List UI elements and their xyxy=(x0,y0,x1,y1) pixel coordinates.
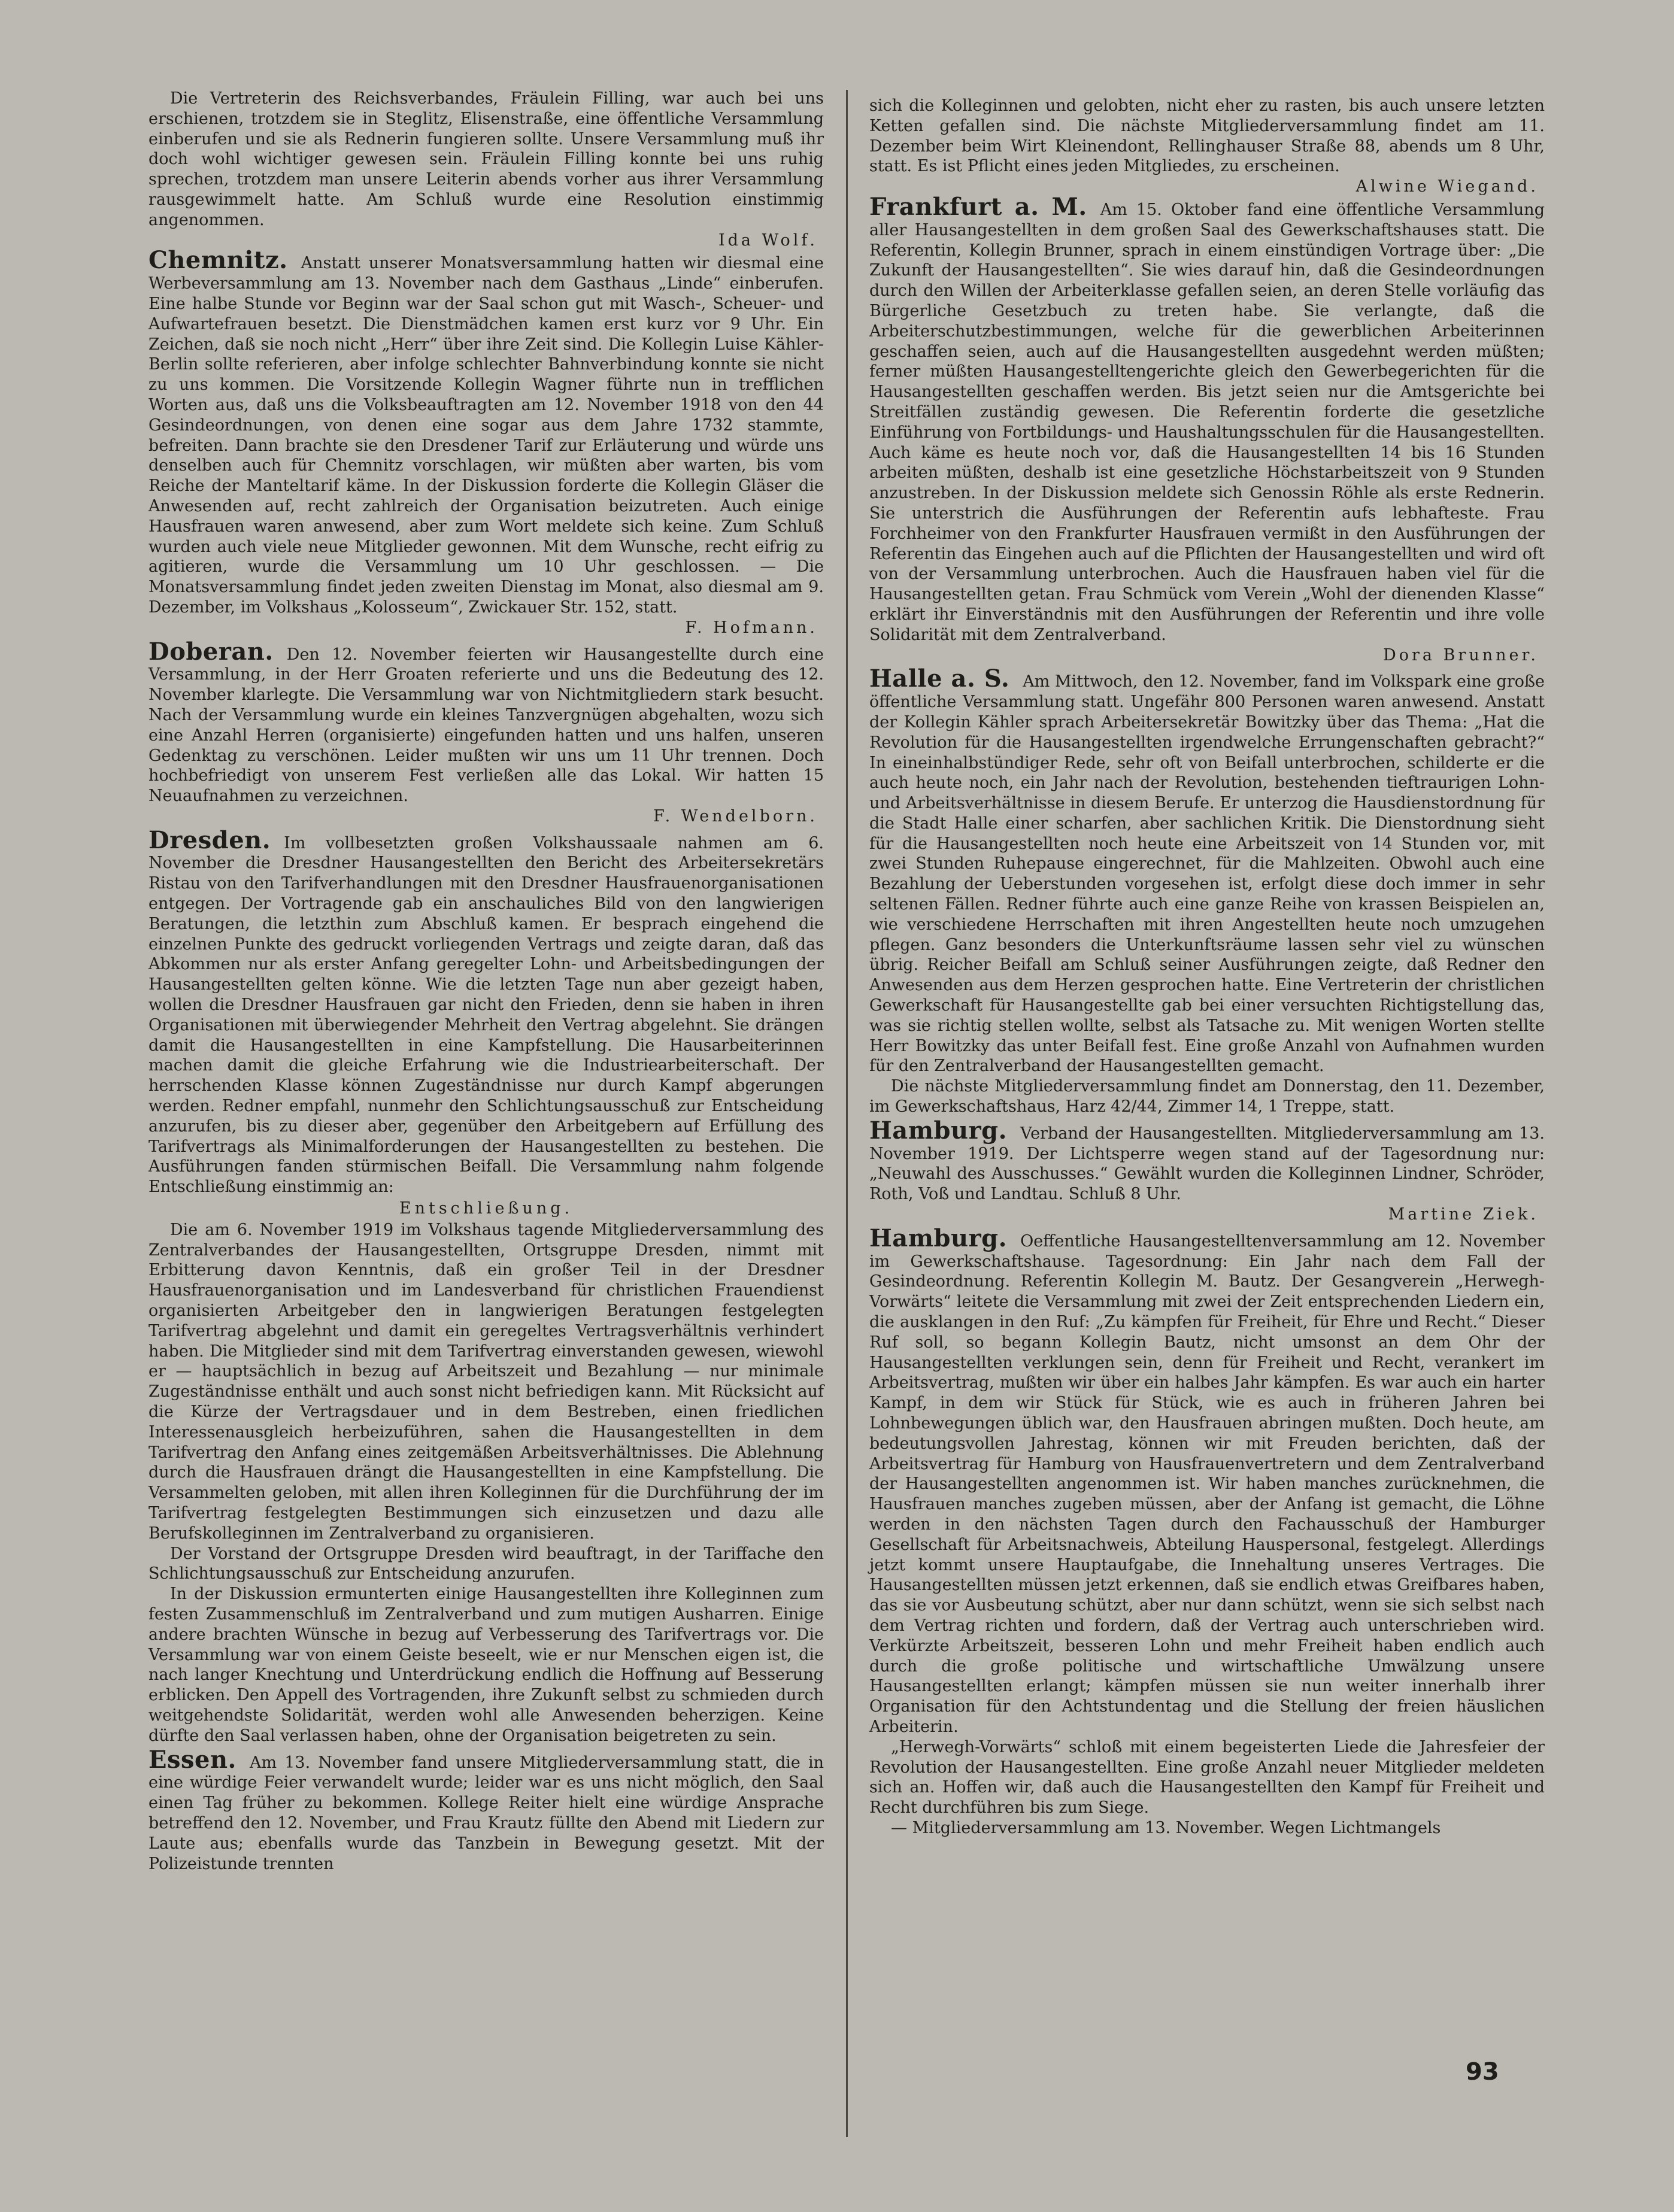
article-halle-text-2: Die nächste Mitgliederversammlung findet am Donnerstag, den 11. Dezember, im Gewerkschaftshaus, Harz 42/44, Zimmer 14, 1 Treppe, statt. xyxy=(869,1077,1545,1116)
article-chemnitz xyxy=(148,246,824,638)
article-hamburg-2 xyxy=(869,1224,1545,1838)
city-heading-hamburg-2: Hamburg. xyxy=(869,1224,1008,1252)
article-doberan-text: Den 12. November feierten wir Hausangestellte durch eine Versammlung, in der Herr Groaten referierte und uns die Bedeutung des 12. November klarlegte. Die Versammlung war von Nichtmitgliedern stark besucht. Nach der Versammlung wurde ein kleines Tanzvergnügen abgehalten, wozu sich eine Anzahl Herren (organisierte) eingefunden hatten und uns halfen, unseren Gedenktag zu verschönen. Leider mußten wir uns um 11 Uhr trennen. Doch hochbefriedigt von unserem Fest verließen alle das Lokal. Wir hatten 15 Neuaufnahmen zu verzeichnen. xyxy=(148,645,824,806)
article-halle xyxy=(869,664,1545,1117)
signature-frankfurt: Dora Brunner. xyxy=(1383,645,1539,664)
article-hamburg-2-text-3: — Mitgliederversammlung am 13. November. Wegen Lichtmangels xyxy=(891,1818,1441,1837)
continuation-signature: Alwine Wiegand. xyxy=(1355,177,1539,196)
article-hamburg-1-text: Verband der Hausangestellten. Mitgliederversammlung am 13. November 1919. Der Lichtsperre wegen stand auf der Tagesordnung nur: „Neuwahl des Ausschusses.“ Gewählt wurden die Kolleginnen Lindner, Schröder, Roth, Voß und Landtau. Schluß 8 Uhr. xyxy=(869,1124,1545,1204)
resolution-text: Die am 6. November 1919 im Volkshaus tagende Mitgliederversammlung des Zentralverbandes der Hausangestellten, Ortsgruppe Dresden, nimmt mit Erbitterung davon Kenntnis, daß ein großer Teil in der Dresdner Hausfrauenorganisation und im Landesverband für christlichen Frauendienst organisierten Arbeitgeber den in langwierigen Beratungen festgelegten Tarifvertrag abgelehnt und damit ein geregeltes Vertragsverhältnis verhindert haben. Die Mitglieder sind mit dem Tarifvertrag einverstanden gewesen, wiewohl er — hauptsächlich in bezug auf Arbeitszeit und Bezahlung — nur minimale Zugeständnisse enthält und auch sonst nicht befriedigen kann. Mit Rücksicht auf die Kürze der Vertragsdauer und in dem Bestreben, einen friedlichen Interessenausgleich herbeizuführen, sahen die Hausangestellten in dem Tarifvertrag den Anfang eines zeitgemäßen Arbeitsverhältnisses. Die Ablehnung durch die Hausfrauen drängt die Hausangestellten in eine Kampfstellung. Die Versammelten geloben, mit allen ihren Kolleginnen für die Durchführung der im Tarifvertrag festgelegten Bestimmungen sich einzusetzen und dazu alle Berufskolleginnen im Zentralverband zu organisieren. xyxy=(148,1220,824,1543)
resolution-heading: Entschließung. xyxy=(399,1199,574,1218)
article-hamburg-2-text: Oeffentliche Hausangestelltenversammlung am 12. November im Gewerkschaftshause. Tagesordnung: Ein Jahr nach dem Fall der Gesindeordnung. Referentin Kollegin M. Bautz. Der Gesangverein „Herwegh-Vorwärts“ leitete die Versammlung mit zwei der Zeit entsprechenden Liedern ein, die ausklangen in den Ruf: „Zu kämpfen für Freiheit, für Ehre und Recht.“ Dieser Ruf soll, so begann Kollegin Bautz, nicht umsonst an dem Ohr der Hausangestellten verklungen sein, denn für Freiheit und Recht, verankert im Arbeitsvertrag, mußten wir über ein halbes Jahr kämpfen. Es war auch ein harter Kampf, in dem wir Stück für Stück, wie es auch in früheren Jahren bei Lohnbewegungen üblich war, den Hausfrauen abringen mußten. Doch heute, am bedeutungsvollen Jahrestag, können wir mit Freuden berichten, daß der Arbeitsvertrag für Hamburg von Hausfrauenvertretern und dem Zentralverband der Hausangestellten angenommen ist. Wir haben manches zurücknehmen, die Hausfrauen manches zugeben müssen, aber der Anfang ist gemacht, die Löhne werden in den nächsten Tagen durch den Fachausschuß der Hamburger Gesellschaft für Arbeitsnachweis, Abteilung Hauspersonal, festgelegt. Allerdings jetzt kommt unsere Hauptaufgabe, die Innehaltung unseres Vertrages. Die Hausangestellten müssen jetzt erkennen, daß sie endlich etwas Greifbares haben, das sie vor Ausbeutung schützt, aber nur dann schützt, wenn sie sich selbst nach dem Vertrag richten und fordern, daß der Vertrag auch unterschrieben wird. Verkürzte Arbeitszeit, besseren Lohn und mehr Freiheit haben endlich auch durch die große politische und wirtschaftliche Umwälzung unsere Hausangestellten erlangt; kämpfen müssen sie nun weiter innerhalb ihrer Organisation für den Achtstundentag und die Stellung der freien häuslichen Arbeiterin. xyxy=(869,1231,1545,1736)
article-doberan xyxy=(148,637,824,827)
article-dresden-text: Im vollbesetzten großen Volkshaussaale nahmen am 6. November die Dresdner Hausangestellten den Bericht des Arbeitersekretärs Ristau von den Tarifverhandlungen mit den Dresdner Hausfrauenorganisationen entgegen. Der Vortragende gab ein anschauliches Bild von den langwierigen Beratungen, die letzthin zum Abschluß kamen. Er besprach eingehend die einzelnen Punkte des gedruckt vorliegenden Vertrags und zeigte daran, daß das Abkommen nur als erster Anfang geregelter Lohn- und Arbeitsbedingungen der Hausangestellten gelten könne. Wie die letzten Tage nun aber gezeigt haben, wollen die Dresdner Hausfrauen gar nicht den Frieden, denn sie haben in ihren Organisationen mit überwiegender Mehrheit den Vertrag abgelehnt. Sie drängen damit die Hausangestellten in eine Kampfstellung. Die Hausarbeiterinnen machen damit die gleiche Erfahrung wie die Industriearbeiterschaft. Der herrschenden Klasse können Zugeständnisse nur durch Kampf abgerungen werden. Redner empfahl, nunmehr den Schlichtungsausschuß zur Entscheidung anzurufen, bis zu dieser aber, gegenüber den Arbeitgebern auf Erfüllung des Tarifvertrags als Minimalforderungen der Hausangestellten zu bestehen. Die Ausführungen fanden stürmischen Beifall. Die Versammlung nahm folgende Entschließung einstimmig an: xyxy=(148,833,824,1197)
city-heading-doberan: Doberan. xyxy=(148,637,274,666)
city-heading-halle: Halle a. S. xyxy=(869,664,1010,693)
city-heading-frankfurt: Frankfurt a. M. xyxy=(869,192,1087,221)
column-divider xyxy=(846,90,848,2137)
article-essen xyxy=(148,1745,824,1874)
right-column xyxy=(869,96,1545,1842)
signature-hamburg-1: Martine Ziek. xyxy=(1388,1205,1539,1224)
page-number: 93 xyxy=(1466,2058,1499,2086)
intro-signature: Ida Wolf. xyxy=(718,230,818,250)
signature-doberan: F. Wendelborn. xyxy=(653,806,818,826)
article-halle-text: Am Mittwoch, den 12. November, fand im Volkspark eine große öffentliche Versammlung statt. Ungefähr 800 Personen waren anwesend. Anstatt der Kollegin Kähler sprach Arbeitersekretär Bowitzky über das Thema: „Hat die Revolution für die Hausangestellten irgendwelche Errungenschaften gebracht?“ In eineinhalbstündiger Rede, sehr oft von Beifall unterbrochen, schilderte er die auch heute noch, ein Jahr nach der Revolution, bestehenden tieftraurigen Lohn- und Arbeitsverhältnisse in diesem Berufe. Er unterzog die Hausdienstordnung für die Stadt Halle einer scharfen, aber sachlichen Kritik. Die Dienstordnung sieht für die Hausangestellten noch heute eine Arbeitszeit von 14 Stunden vor, mit zwei Stunden Ruhepause eingerechnet, für die Mahlzeiten. Obwohl auch eine Bezahlung der Ueberstunden vorgesehen ist, erfolgt diese doch immer in sehr seltenen Fällen. Redner führte auch eine ganze Reihe von krassen Beispielen an, wie verschiedene Herrschaften mit ihren Angestellten heute noch umzugehen pflegen. Ganz besonders die Unterkunftsräume lassen sehr viel zu wünschen übrig. Reicher Beifall am Schluß seiner Ausführungen zeigte, daß Redner den Anwesenden aus dem Herzen gesprochen hatte. Eine Vertreterin der christlichen Gewerkschaft für Hausangestellte gab bei einer versuchten Richtigstellung das, was sie richtig stellen wollte, selbst als Tatsache zu. Mit wenigen Worten stellte Herr Bowitzky das unter Beifall fest. Eine große Anzahl von Aufnahmen wurden für den Zentralverband der Hausangestellten gemacht. xyxy=(869,672,1545,1076)
article-chemnitz-text: Anstatt unserer Monatsversammlung hatten wir diesmal eine Werbeversammlung am 13. November nach dem Gasthaus „Linde“ einberufen. Eine halbe Stunde vor Beginn war der Saal schon gut mit Wasch-, Scheuer- und Aufwartefrauen besetzt. Die Dienstmädchen kamen erst kurz vor 9 Uhr. Ein Zeichen, daß sie noch nicht „Herr“ über ihre Zeit sind. Die Kollegin Luise Kähler-Berlin sollte referieren, aber infolge schlechter Bahnverbindung konnte sie nicht zu uns kommen. Die Vorsitzende Kollegin Wagner führte nun in trefflichen Worten aus, daß uns die Volksbeauftragten am 12. November 1918 von den 44 Gesindeordnungen, von denen eine sogar aus dem Jahre 1732 stammte, befreiten. Dann brachte sie den Dresdener Tarif zur Erläuterung und würde uns denselben auch für Chemnitz vorschlagen, wir müßten aber warten, bis vom Reiche der Manteltarif käme. In der Diskussion forderte die Kollegin Gläser die Anwesenden auf, recht zahlreich der Organisation beizutreten. Auch einige Hausfrauen waren anwesend, aber zum Wort meldete sich keine. Zum Schluß wurden auch viele neue Mitglieder gewonnen. Mit dem Wunsche, recht eifrig zu agitieren, wurde die Versammlung um 10 Uhr geschlossen. — Die Monatsversammlung findet jeden zweiten Dienstag im Monat, also diesmal am 9. Dezember, im Volkshaus „Kolosseum“, Zwickauer Str. 152, statt. xyxy=(148,254,824,617)
article-essen-text: Am 13. November fand unsere Mitgliederversammlung statt, die in eine würdige Feier verwandelt wurde; leider war es uns nicht möglich, den Saal einen Tag früher zu bekommen. Kollege Reiter hielt eine würdige Ansprache betreffend den 12. November, und Frau Krautz füllte den Abend mit Liedern zur Laute aus; ebenfalls wurde das Tanzbein in Bewegung gesetzt. Mit der Polizeistunde trennten xyxy=(148,1753,824,1873)
city-heading-chemnitz: Chemnitz. xyxy=(148,246,288,275)
article-hamburg-1 xyxy=(869,1116,1545,1225)
left-column xyxy=(148,89,824,1877)
intro-paragraph: Die Vertreterin des Reichsverbandes, Fräulein Filling, war auch bei uns erschienen, trotzdem sie in Steglitz, Elisenstraße, eine öffentliche Versammlung einberufen und sie als Rednerin fungieren sollte. Unsere Versammlung muß ihr doch wohl wichtiger gewesen sein. Fräulein Filling konnte bei uns ruhig sprechen, trotzdem man unsere Leiterin abends vorher aus ihrer Versammlung rausgewimmelt hatte. Am Schluß wurde eine Resolution einstimmig angenommen. xyxy=(148,89,824,229)
article-frankfurt-text: Am 15. Oktober fand eine öffentliche Versammlung aller Hausangestellten in dem großen Saal des Gewerkschaftshauses statt. Die Referentin, Kollegin Brunner, sprach in einem einstündigen Vortrage über: „Die Zukunft der Hausangestellten“. Sie wies darauf hin, daß die Gesindeordnungen durch den Willen der Arbeiterklasse gefallen seien, an deren Stelle vorläufig das Bürgerliche Gesetzbuch zu treten habe. Sie verlangte, daß die Arbeiterschutzbestimmungen, welche für die gewerblichen Arbeiterinnen geschaffen seien, auch auf die Hausangestellten ausgedehnt werden müßten; ferner müßten Hausangestelltengerichte gleich den Gewerbegerichten für die Hausangestellten geschaffen werden. Bis jetzt seien nur die Amtsgerichte bei Streitfällen zuständig gewesen. Die Referentin forderte die gesetzliche Einführung von Fortbildungs- und Haushaltungsschulen für die Hausangestellten. Auch käme es heute noch vor, daß die Hausangestellten 14 bis 16 Stunden arbeiten müßten, deshalb ist eine gesetzliche Höchstarbeitszeit von 9 Stunden anzustreben. In der Diskussion meldete sich Genossin Röhle als erste Rednerin. Sie unterstrich die Ausführungen der Referentin aufs lebhafteste. Frau Forchheimer von den Frankfurter Hausfrauen vermißt in den Ausführungen der Referentin das Eingehen auch auf die Pflichten der Hausangestellten und wird oft von der Versammlung unterbrochen. Auch die Hausfrauen haben viel für die Hausangestellten getan. Frau Schmück vom Verein „Wohl der dienenden Klasse“ erklärt ihr Einverständnis mit den Ausführungen der Referentin und ihre volle Solidarität mit dem Zentralverband. xyxy=(869,200,1545,644)
discussion-text: In der Diskussion ermunterten einige Hausangestellten ihre Kolleginnen zum festen Zusammenschluß im Zentralverband und zum mutigen Ausharren. Einige andere brachten Wünsche in bezug auf Verbesserung des Tarifvertrags vor. Die Versammlung war von einem Geiste beseelt, wie er nur Menschen eigen ist, die nach langer Knechtung und Unterdrückung endlich die Hoffnung auf Besserung erblicken. Den Appell des Vortragenden, ihre Zukunft selbst zu schmieden durch weitgehendste Solidarität, werden wohl alle Anwesenden beherzigen. Keine dürfte den Saal verlassen haben, ohne der Organisation beigetreten zu sein. xyxy=(148,1585,824,1745)
article-hamburg-2-text-2: „Herwegh-Vorwärts“ schloß mit einem begeisterten Liede die Jahresfeier der Revolution der Hausangestellten. Eine große Anzahl neuer Mitglieder meldeten sich an. Hoffen wir, daß auch die Hausangestellten den Kampf für Freiheit und Recht durchführen bis zum Siege. xyxy=(869,1737,1545,1817)
article-dresden xyxy=(148,826,824,1746)
article-frankfurt xyxy=(869,192,1545,665)
city-heading-dresden: Dresden. xyxy=(148,826,271,854)
city-heading-essen: Essen. xyxy=(148,1745,236,1774)
resolution-text-2: Der Vorstand der Ortsgruppe Dresden wird beauftragt, in der Tariffache den Schlichtungsausschuß zur Entscheidung anzurufen. xyxy=(148,1544,824,1583)
essen-continuation: sich die Kolleginnen und gelobten, nicht eher zu rasten, bis auch unsere letzten Ketten gefallen sind. Die nächste Mitgliederversammlung findet am 11. Dezember beim Wirt Kleinendont, Rellinghauser Straße 88, abends um 8 Uhr, statt. Es ist Pflicht eines jeden Mitgliedes, zu erscheinen. xyxy=(869,96,1545,176)
signature-chemnitz: F. Hofmann. xyxy=(685,618,818,637)
city-heading-hamburg-1: Hamburg. xyxy=(869,1116,1008,1145)
